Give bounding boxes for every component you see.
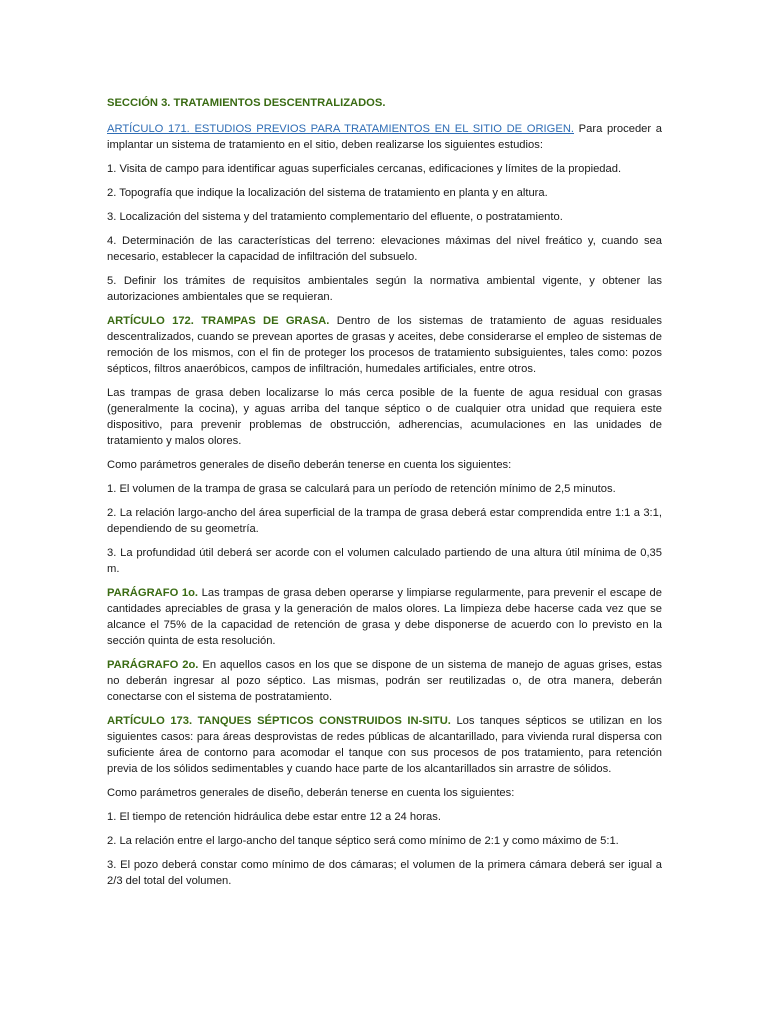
paragraph-2 — [107, 657, 662, 705]
section-title: SECCIÓN 3. TRATAMIENTOS DESCENTRALIZADOS. — [107, 97, 386, 109]
paragraph-2-text: En aquellos casos en los que se dispone de un sistema de manejo de aguas grises, estas no deberán ingresar al pozo séptico. Las mismas, podrán ser reutilizadas o, de otra manera, deberán conectarse con el sistema de postratamiento. — [107, 659, 662, 703]
article-172-heading: ARTÍCULO 172. TRAMPAS DE GRASA. — [107, 315, 330, 327]
article-171-item: 1. Visita de campo para identificar aguas superficiales cercanas, edificaciones y límites de la propiedad. — [107, 163, 622, 175]
article-171-intro-text: Para proceder a implantar un sistema de tratamiento en el sitio, deben realizarse los siguientes estudios: — [107, 123, 662, 151]
article-173-params-intro: Como parámetros generales de diseño, deberán tenerse en cuenta los siguientes: — [107, 787, 515, 799]
article-171-item: 2. Topografía que indique la localización del sistema de tratamiento en planta y en altura. — [107, 187, 548, 199]
article-171-intro — [107, 121, 662, 153]
article-172-item: 3. La profundidad útil deberá ser acorde con el volumen calculado partiendo de una altura útil mínima de 0,35 m. — [107, 547, 662, 575]
article-173-item: 1. El tiempo de retención hidráulica debe estar entre 12 a 24 horas. — [107, 811, 441, 823]
paragraph-2-heading: PARÁGRAFO 2o. — [107, 659, 199, 671]
article-171-heading[interactable]: ARTÍCULO 171. ESTUDIOS PREVIOS PARA TRATAMIENTOS EN EL SITIO DE ORIGEN. — [107, 123, 575, 135]
article-172-item: 2. La relación largo-ancho del área superficial de la trampa de grasa deberá estar comprendida entre 1:1 a 3:1, dependiendo de su geometría. — [107, 507, 662, 535]
article-173-item: 3. El pozo deberá constar como mínimo de dos cámaras; el volumen de la primera cámara deberá ser igual a 2/3 del total del volumen. — [107, 859, 662, 887]
article-172-params-intro: Como parámetros generales de diseño deberán tenerse en cuenta los siguientes: — [107, 459, 512, 471]
article-172-intro — [107, 313, 662, 377]
article-173-intro — [107, 713, 662, 777]
article-172-intro-text: Dentro de los sistemas de tratamiento de aguas residuales descentralizados, cuando se prevean aportes de grasas y aceites, debe considerarse el empleo de sistemas de remoción de los mismos, con el fin de proteger los procesos de tratamiento subsiguientes, tales como: pozos sépticos, filtros anaeróbicos, campos de infiltración, humedales artificiales, entre otros. — [107, 315, 662, 375]
article-171-item: 4. Determinación de las características del terreno: elevaciones máximas del nivel freático y, cuando sea necesario, establecer la capacidad de infiltración del subsuelo. — [107, 235, 662, 263]
article-171-item: 3. Localización del sistema y del tratamiento complementario del efluente, o postratamiento. — [107, 211, 563, 223]
paragraph-1-text: Las trampas de grasa deben operarse y limpiarse regularmente, para prevenir el escape de cantidades apreciables de grasa y la generación de malos olores. La limpieza debe hacerse cada vez que se alcance el 75% de la capacidad de retención de grasa y debe disponerse de acuerdo con lo previsto en la sección quinta de esta resolución. — [107, 587, 662, 647]
article-173-item: 2. La relación entre el largo-ancho del tanque séptico será como mínimo de 2:1 y como máximo de 5:1. — [107, 835, 619, 847]
paragraph-1-heading: PARÁGRAFO 1o. — [107, 587, 199, 599]
article-172-item: 1. El volumen de la trampa de grasa se calculará para un período de retención mínimo de 2,5 minutos. — [107, 483, 616, 495]
paragraph-1 — [107, 585, 662, 649]
document-page — [107, 95, 662, 897]
article-172-paragraph: Las trampas de grasa deben localizarse lo más cerca posible de la fuente de agua residual con grasas (generalmente la cocina), y aguas arriba del tanque séptico o de cualquier otra unidad que requiera este dispositivo, para prevenir problemas de obstrucción, adherencias, acumulaciones en las unidades de tratamiento y malos olores. — [107, 387, 662, 447]
article-171-item: 5. Definir los trámites de requisitos ambientales según la normativa ambiental vigente, y obtener las autorizaciones ambientales que se requieran. — [107, 275, 662, 303]
article-173-heading: ARTÍCULO 173. TANQUES SÉPTICOS CONSTRUIDOS IN-SITU. — [107, 715, 451, 727]
article-173-intro-text: Los tanques sépticos se utilizan en los siguientes casos: para áreas desprovistas de redes públicas de alcantarillado, para vivienda rural dispersa con suficiente área de contorno para acomodar el tanque con sus procesos de pos tratamiento, para retención previa de los sólidos sedimentables y cuando hace parte de los alcantarillados sin arrastre de sólidos. — [107, 715, 662, 775]
